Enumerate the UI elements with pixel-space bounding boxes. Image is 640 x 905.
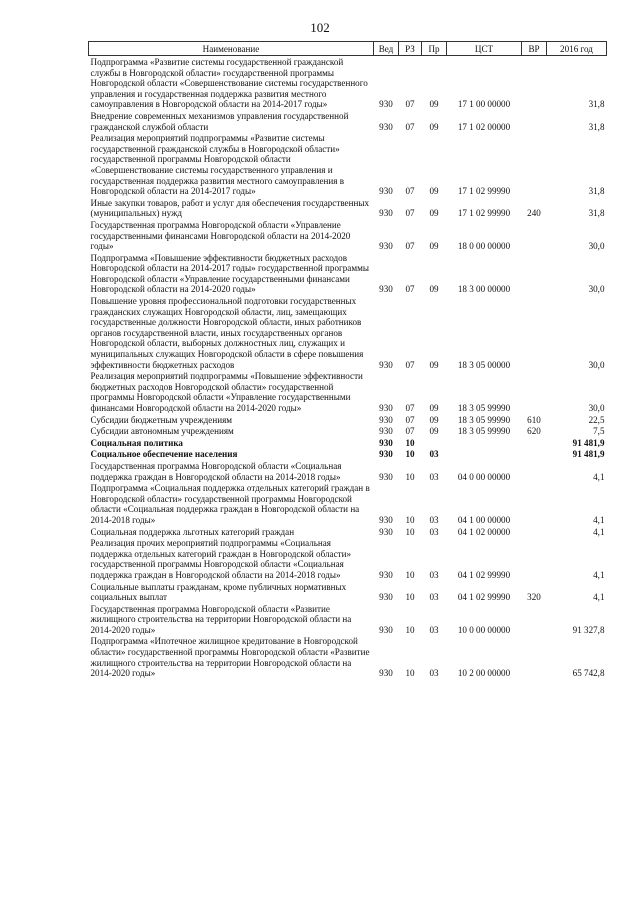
row-amount: 4,1 [593, 569, 605, 580]
row-cst: 04 1 02 99990 [457, 592, 511, 603]
row-amount: 4,1 [593, 526, 605, 537]
row-amount: 4,1 [593, 514, 605, 525]
row-rz: 07 [405, 121, 415, 132]
row-cst: 18 3 05 99990 [457, 403, 511, 413]
table-row [89, 482, 607, 525]
page-number: 102 [310, 20, 330, 35]
table-row [89, 132, 607, 197]
row-amount: 30,0 [588, 359, 605, 370]
table-row [89, 252, 607, 295]
row-rz: 07 [405, 426, 415, 437]
row-vr [522, 110, 547, 132]
row-name: Государственная программа Новгородской области «Управление государственными финансами Новгородской области на 2014-2020 годы» [90, 219, 351, 252]
row-cst: 17 1 02 00000 [457, 121, 511, 132]
row-pr: 03 [429, 624, 439, 635]
table-row [89, 603, 607, 636]
row-name: Реализация мероприятий подпрограммы «Повышение эффективности бюджетных расходов Новгородской области» государственной программы Новгородской области «Управление государственными финансами Новгородской области на 2014-2020 годы» [90, 371, 363, 413]
row-ved: 930 [379, 186, 393, 197]
row-amount: 91 481,9 [572, 437, 605, 448]
row-pr: 03 [429, 471, 439, 482]
row-pr: 09 [429, 426, 439, 437]
row-rz: 10 [405, 437, 415, 448]
header-cst: ЦСТ [447, 42, 522, 56]
row-pr: 09 [429, 414, 439, 425]
row-pr: 03 [429, 592, 439, 603]
row-rz: 07 [405, 284, 415, 295]
row-name: Государственная программа Новгородской области «Социальная поддержка граждан в Новгородской области на 2014-2018 годы» [90, 460, 342, 482]
row-ved: 930 [379, 284, 393, 295]
row-rz: 07 [405, 208, 415, 219]
row-amount: 4,1 [593, 471, 605, 482]
row-pr: 03 [429, 668, 439, 679]
row-vr: 240 [527, 208, 541, 219]
header-pr: Пр [422, 42, 447, 56]
row-ved: 930 [379, 449, 393, 460]
row-name: Социальная поддержка льготных категорий граждан [90, 526, 295, 537]
table-row [89, 537, 607, 580]
row-rz: 10 [405, 569, 415, 580]
row-vr [522, 448, 547, 460]
row-name: Иные закупки товаров, работ и услуг для обеспечения государственных (муниципальных) нужд [90, 197, 369, 219]
row-vr [522, 635, 547, 678]
row-rz: 07 [405, 403, 415, 413]
row-pr: 03 [429, 569, 439, 580]
row-rz: 10 [405, 449, 415, 460]
row-pr: 03 [429, 514, 439, 525]
row-vr [522, 460, 547, 482]
row-name: Повышение уровня профессиональной подготовки государственных гражданских служащих Новгородской области, лиц, замещающих государственные должности Новгородской области, иных работников органов государственной власти, иных государственных органов Новгородской области, выборных должностных лиц, служащих и муниципальных служащих Новгородской области в сфере повышения эффективности бюджетных расходов [90, 296, 364, 370]
row-ved: 930 [379, 471, 393, 482]
row-vr [522, 295, 547, 370]
row-pr: 09 [429, 121, 439, 132]
row-cst: 18 3 05 00000 [457, 359, 511, 370]
row-name: Реализация прочих мероприятий подпрограммы «Социальная поддержка отдельных категорий граждан в Новгородской области» государственной программы Новгородской области «Социальная поддержка граждан в Новгородской области на 2014-2018 годы» [90, 538, 351, 580]
budget-table [88, 41, 607, 679]
row-name: Социальное обеспечение населения [90, 449, 238, 460]
row-name: Социальные выплаты гражданам, кроме публичных нормативных социальных выплат [90, 581, 347, 603]
row-cst: 04 0 00 00000 [457, 471, 511, 482]
row-cst: 10 2 00 00000 [457, 668, 511, 679]
row-pr: 09 [429, 359, 439, 370]
row-cst: 18 3 05 99990 [457, 414, 511, 425]
row-vr: 320 [527, 592, 541, 603]
table-row [89, 295, 607, 370]
row-name: Внедрение современных механизмов управления государственной гражданской службой области [90, 110, 349, 132]
row-ved: 930 [379, 121, 393, 132]
row-name: Подпрограмма «Ипотечное жилищное кредитование в Новгородской области» государственной программы Новгородской области «Развитие жилищного строительства на территории Новгородской области на 2014-2020 годы» [90, 636, 370, 679]
row-pr: 09 [429, 241, 439, 252]
row-ved: 930 [379, 99, 393, 110]
row-vr [522, 537, 547, 580]
row-vr [522, 370, 547, 413]
row-cst: 17 1 00 00000 [457, 99, 511, 110]
row-amount: 30,0 [588, 284, 605, 295]
row-amount: 65 742,8 [572, 668, 605, 679]
row-ved: 930 [379, 414, 393, 425]
row-rz: 10 [405, 471, 415, 482]
row-cst: 18 3 00 00000 [457, 284, 511, 295]
row-amount: 7,5 [593, 426, 605, 437]
row-amount: 91 481,9 [572, 449, 605, 460]
row-rz: 10 [405, 514, 415, 525]
row-ved: 930 [379, 668, 393, 679]
table-row [89, 370, 607, 413]
row-rz: 10 [405, 526, 415, 537]
row-vr [522, 437, 547, 449]
row-vr [522, 252, 547, 295]
row-rz: 10 [405, 668, 415, 679]
table-row [89, 219, 607, 252]
row-rz: 10 [405, 592, 415, 603]
row-vr [522, 603, 547, 636]
row-vr [522, 132, 547, 197]
row-rz: 07 [405, 241, 415, 252]
row-amount: 30,0 [588, 241, 605, 252]
row-ved: 930 [379, 592, 393, 603]
row-amount: 4,1 [593, 592, 605, 603]
row-ved: 930 [379, 526, 393, 537]
row-name: Реализация мероприятий подпрограммы «Развитие системы государственной гражданской службы в Новгородской области» государственной программы Новгородской области «Совершенствование системы государственного управления и государственная поддержка развития местного самоуправления в Новгородской области на 2014-2017 годы» [90, 133, 345, 197]
row-vr: 620 [527, 426, 541, 437]
row-cst: 04 1 02 00000 [457, 526, 511, 537]
table-row [89, 526, 607, 538]
row-ved: 930 [379, 624, 393, 635]
row-cst: 10 0 00 00000 [457, 624, 511, 635]
row-pr [422, 437, 447, 449]
row-rz: 10 [405, 624, 415, 635]
row-cst: 17 1 02 99990 [457, 186, 511, 197]
table-row [89, 635, 607, 678]
table-row [89, 437, 607, 449]
header-ved: Вед [374, 42, 399, 56]
row-ved: 930 [379, 241, 393, 252]
row-ved: 930 [379, 569, 393, 580]
row-name: Государственная программа Новгородской области «Развитие жилищного строительства на территории Новгородской области на 2014-2020 годы» [90, 603, 352, 635]
row-name: Подпрограмма «Социальная поддержка отдельных категорий граждан в Новгородской области» государственной программы Новгородской области «Социальная поддержка граждан в Новгородской области на 2014-2018 годы» [90, 483, 370, 525]
row-amount: 31,8 [588, 208, 605, 219]
row-name: Субсидии автономным учреждениям [90, 426, 234, 437]
row-pr: 09 [429, 186, 439, 197]
row-name: Подпрограмма «Повышение эффективности бюджетных расходов Новгородской области на 2014-2017 годы» государственной программы Новгородской области «Управление государственными финансами Новгородской области на 2014-2020 годы» [90, 252, 369, 295]
row-pr: 09 [429, 99, 439, 110]
row-pr: 09 [429, 208, 439, 219]
row-pr: 09 [429, 284, 439, 295]
row-rz: 07 [405, 99, 415, 110]
row-name: Субсидии бюджетным учреждениям [90, 414, 233, 425]
row-ved: 930 [379, 208, 393, 219]
row-vr: 610 [527, 414, 541, 425]
row-name: Социальная политика [90, 437, 183, 448]
row-amount: 31,8 [588, 99, 605, 110]
table-row [89, 110, 607, 132]
row-amount: 91 327,8 [572, 624, 605, 635]
row-ved: 930 [379, 437, 393, 448]
table-header-row [89, 42, 607, 56]
row-rz: 07 [405, 359, 415, 370]
row-cst: 18 3 05 99990 [457, 426, 511, 437]
row-ved: 930 [379, 403, 393, 413]
row-vr [522, 219, 547, 252]
row-cst [447, 437, 522, 449]
row-rz: 07 [405, 414, 415, 425]
table-row [89, 581, 607, 603]
table-row [89, 448, 607, 460]
table-row [89, 460, 607, 482]
row-ved: 930 [379, 426, 393, 437]
row-pr: 03 [429, 449, 439, 460]
table-row [89, 414, 607, 426]
header-year: 2016 год [547, 42, 607, 56]
row-amount: 22,5 [588, 414, 605, 425]
row-vr [522, 526, 547, 538]
row-vr [522, 482, 547, 525]
header-rz: РЗ [399, 42, 422, 56]
row-ved: 930 [379, 359, 393, 370]
row-pr: 03 [429, 526, 439, 537]
row-cst: 04 1 02 99990 [457, 569, 511, 580]
row-amount: 31,8 [588, 121, 605, 132]
table-row [89, 425, 607, 437]
row-cst [447, 448, 522, 460]
row-amount: 30,0 [588, 403, 605, 413]
row-pr: 09 [429, 403, 439, 413]
row-ved: 930 [379, 514, 393, 525]
row-cst: 04 1 00 00000 [457, 514, 511, 525]
row-name: Подпрограмма «Развитие системы государственной гражданской службы в Новгородской области» государственной программы Новгородской области «Совершенствование системы государственного управления и государственная поддержка развития местного самоуправления в Новгородской области на 2014-2017 годы» [90, 57, 368, 110]
row-cst: 18 0 00 00000 [457, 241, 511, 252]
row-rz: 07 [405, 186, 415, 197]
table-row [89, 197, 607, 219]
row-cst: 17 1 02 99990 [457, 208, 511, 219]
header-vr: ВР [522, 42, 547, 56]
table-row [89, 56, 607, 110]
header-name: Наименование [89, 42, 374, 56]
row-amount: 31,8 [588, 186, 605, 197]
row-vr [522, 56, 547, 110]
